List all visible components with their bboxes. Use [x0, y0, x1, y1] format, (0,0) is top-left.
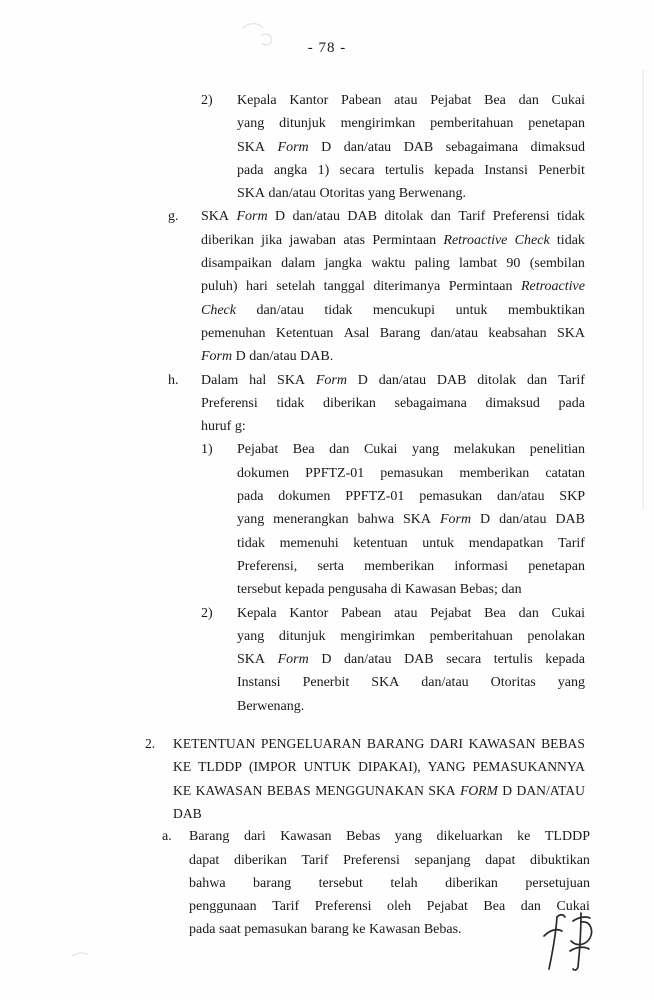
text-line: Barang dari Kawasan Bebas yang dikeluarkan ke TLDDP	[189, 829, 590, 845]
list-item	[201, 438, 585, 601]
text-line: disampaikan dalam jangka waktu paling lambat 90 (sembilan	[201, 256, 585, 272]
list-marker: 2.	[145, 736, 156, 752]
text-line: yang menerangkan bahwa SKA Form D dan/atau DAB	[237, 512, 585, 528]
text-line: Dalam hal SKA Form D dan/atau DAB ditolak dan Tarif	[201, 372, 585, 388]
text-line: DAB	[173, 805, 202, 821]
text-line: Preferensi tidak diberikan sebagaimana dimaksud pada	[201, 395, 585, 411]
list-item	[201, 89, 585, 205]
text-line: diberikan jika jawaban atas Permintaan Retroactive Check tidak	[201, 232, 585, 248]
text-line: SKA dan/atau Otoritas yang Berwenang.	[237, 186, 467, 202]
document-body	[0, 89, 654, 942]
list-marker: 1)	[201, 442, 213, 458]
paragraph-gap	[0, 718, 654, 732]
text-line: bahwa barang tersebut telah diberikan persetujuan	[189, 875, 590, 891]
text-line: pada saat pemasukan barang ke Kawasan Bebas.	[189, 922, 462, 938]
text-line: Berwenang.	[237, 698, 305, 714]
list-marker: a.	[162, 829, 172, 845]
text-line: tidak memenuhi ketentuan untuk mendapatkan Tarif	[237, 535, 585, 551]
text-line: pemenuhan Ketentuan Asal Barang dan/atau keabsahan SKA	[201, 325, 585, 341]
text-line: puluh) hari setelah tanggal diterimanya Permintaan Retroactive	[201, 279, 585, 295]
text-line: Check dan/atau tidak mencukupi untuk membuktikan	[201, 302, 585, 318]
text-line: SKA Form D dan/atau DAB sebagaimana dimaksud	[237, 139, 585, 155]
text-line: Kepala Kantor Pabean atau Pejabat Bea dan Cukai	[237, 605, 585, 621]
text-line: huruf g:	[201, 419, 246, 435]
list-marker: 2)	[201, 605, 213, 621]
text-line: Kepala Kantor Pabean atau Pejabat Bea dan Cukai	[237, 93, 585, 108]
list-item	[168, 205, 585, 368]
list-item	[168, 369, 585, 439]
text-line: KE TLDDP (IMPOR UNTUK DIPAKAI), YANG PEMASUKANNYA	[173, 759, 585, 775]
list-marker: h.	[168, 372, 179, 388]
list-marker: g.	[168, 209, 179, 225]
text-line: Form D dan/atau DAB.	[201, 349, 334, 365]
text-line: yang ditunjuk mengirimkan pemberitahuan penolakan	[237, 628, 585, 644]
list-item	[201, 602, 585, 718]
text-line: pada dokumen PPFTZ-01 pemasukan dan/atau SKP	[237, 489, 585, 505]
page-number: - 78 -	[307, 40, 347, 56]
text-line: KE KAWASAN BEBAS MENGGUNAKAN SKA FORM D DAN/ATAU	[173, 782, 585, 798]
list-item	[162, 825, 590, 941]
text-line: penggunaan Tarif Preferensi oleh Pejabat Bea dan Cukai	[189, 899, 590, 915]
list-marker: 2)	[201, 93, 213, 108]
text-line: pada angka 1) secara tertulis kepada Instansi Penerbit	[237, 162, 585, 178]
text-line: dapat diberikan Tarif Preferensi sepanjang dapat dibuktikan	[189, 852, 590, 868]
text-line: SKA Form D dan/atau DAB ditolak dan Tarif Preferensi tidak	[201, 209, 585, 225]
text-line: yang ditunjuk mengirimkan pemberitahuan penetapan	[237, 116, 585, 132]
section-heading	[145, 732, 585, 825]
text-line: Instansi Penerbit SKA dan/atau Otoritas yang	[237, 675, 585, 691]
text-line: tersebut kepada pengusaha di Kawasan Bebas; dan	[237, 582, 522, 598]
text-line: KETENTUAN PENGELUARAN BARANG DARI KAWASAN BEBAS	[173, 736, 585, 752]
scan-smudge-bottom-left	[72, 953, 88, 956]
text-line: SKA Form D dan/atau DAB secara tertulis kepada	[237, 652, 585, 668]
text-line: Pejabat Bea dan Cukai yang melakukan penelitian	[237, 442, 585, 458]
text-line: dokumen PPFTZ-01 pemasukan memberikan catatan	[237, 465, 585, 481]
text-line: Preferensi, serta memberikan informasi penetapan	[237, 558, 585, 574]
